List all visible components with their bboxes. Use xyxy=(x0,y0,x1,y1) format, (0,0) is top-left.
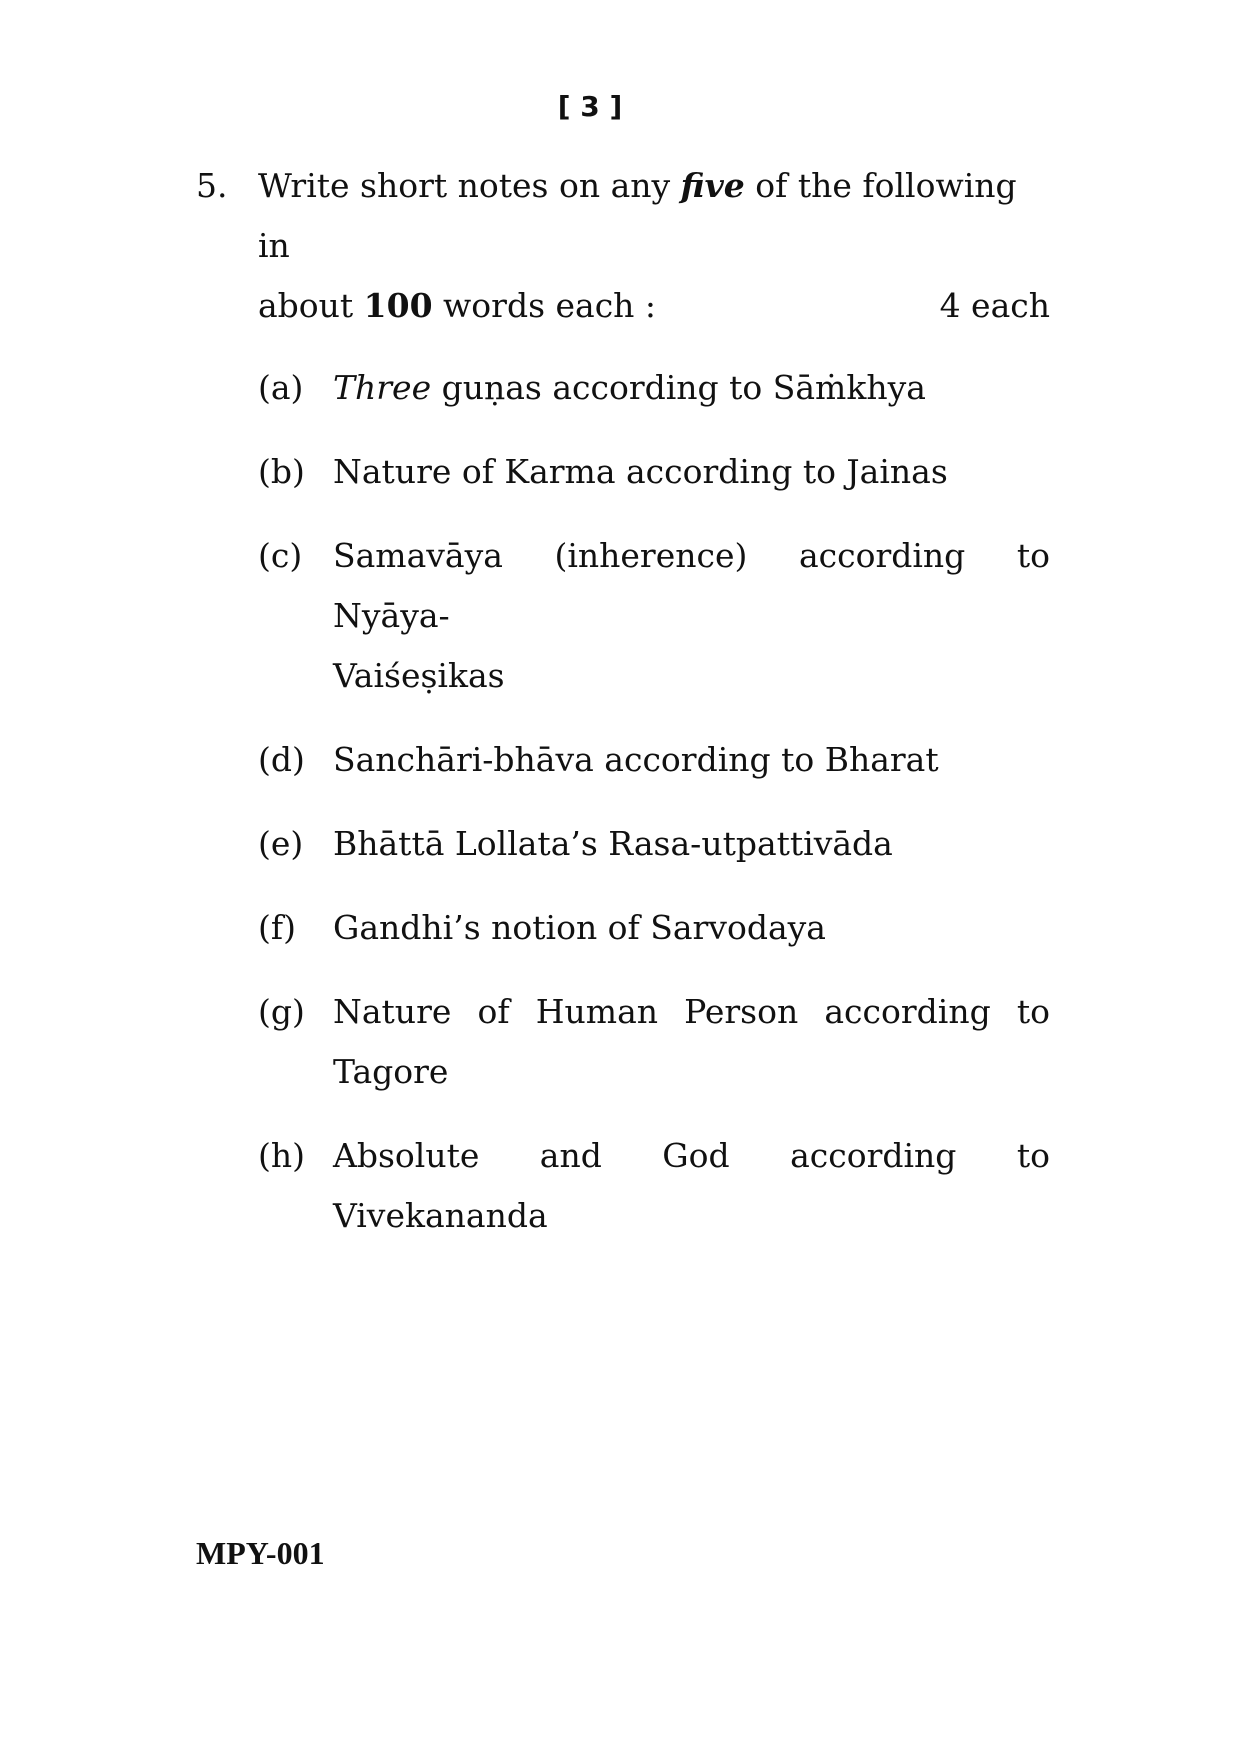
item-text: Gandhi’s notion of Sarvodaya xyxy=(333,908,826,947)
item-text xyxy=(333,358,1050,418)
question-row xyxy=(196,156,1050,336)
list-item xyxy=(258,982,1050,1102)
question-5 xyxy=(196,156,1050,1270)
item-italic: Three xyxy=(333,368,432,407)
marks: 4 each xyxy=(939,286,1050,325)
list-item xyxy=(258,1126,1050,1246)
question-body xyxy=(258,156,1050,336)
intro-emphasis: five xyxy=(680,166,745,205)
item-text-rest: guṇas according to Sāṁkhya xyxy=(431,368,926,407)
question-intro-line1 xyxy=(258,156,1050,276)
item-label: (e) xyxy=(258,824,304,863)
item-label: (g) xyxy=(258,992,305,1031)
item-text-line2: Tagore xyxy=(333,1052,449,1091)
item-label: (h) xyxy=(258,1136,306,1175)
word-count: 100 xyxy=(363,286,433,325)
line2-pre: about xyxy=(258,286,364,325)
item-text xyxy=(333,1126,1050,1246)
question-number: 5. xyxy=(196,166,228,205)
sub-question-list xyxy=(258,358,1050,1246)
item-text-line2: Vaiśeṣikas xyxy=(333,656,505,695)
intro-pre: Write short notes on any xyxy=(258,166,681,205)
course-code: MPY-001 xyxy=(196,1535,325,1571)
item-label: (d) xyxy=(258,740,305,779)
item-text: Nature of Karma according to Jainas xyxy=(333,452,948,491)
list-item xyxy=(258,526,1050,706)
item-label: (b) xyxy=(258,452,305,491)
list-item xyxy=(258,898,1050,958)
intro-post: of the following in xyxy=(258,166,1017,265)
item-text: Bhāttā Lollata’s Rasa-utpattivāda xyxy=(333,824,893,863)
item-text-line2: Vivekananda xyxy=(333,1196,548,1235)
item-text: Sanchāri-bhāva according to Bharat xyxy=(333,740,939,779)
item-text-line1: Samavāya (inherence) according to Nyāya- xyxy=(333,536,1050,635)
list-item xyxy=(258,358,1050,418)
list-item xyxy=(258,442,1050,502)
page-number: [ 3 ] xyxy=(557,90,623,123)
question-intro-line2 xyxy=(258,276,1050,336)
item-text-line1: Absolute and God according to xyxy=(333,1136,1050,1175)
list-item xyxy=(258,730,1050,790)
item-text xyxy=(333,526,1050,706)
list-item xyxy=(258,814,1050,874)
intro-line2-text xyxy=(258,276,656,336)
item-label: (f) xyxy=(258,908,296,947)
item-text xyxy=(333,982,1050,1102)
line2-post: words each : xyxy=(432,286,657,325)
item-text-line1: Nature of Human Person according to xyxy=(333,992,1050,1031)
item-label: (a) xyxy=(258,368,304,407)
item-label: (c) xyxy=(258,536,303,575)
